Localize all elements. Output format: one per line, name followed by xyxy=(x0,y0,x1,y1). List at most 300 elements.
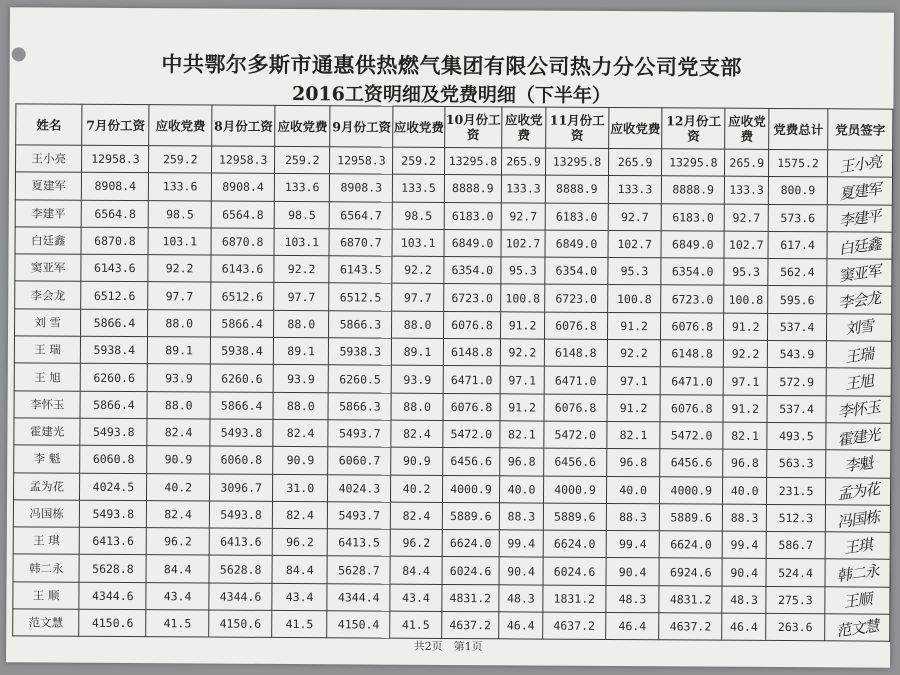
table-cell: 5889.6 xyxy=(442,502,500,530)
table-cell: 5472.0 xyxy=(660,422,723,450)
table-cell: 40.0 xyxy=(723,477,767,505)
table-cell: 88.0 xyxy=(148,309,211,337)
handwritten-signature: 冯国栋 xyxy=(835,507,881,531)
table-cell: 133.3 xyxy=(608,176,661,204)
member-name: 范文慧 xyxy=(13,609,80,637)
handwritten-signature: 霍建光 xyxy=(836,425,881,449)
table-cell: 8888.9 xyxy=(661,176,724,204)
table-cell: 96.2 xyxy=(391,529,442,557)
member-name: 夏建军 xyxy=(15,172,82,200)
table-cell: 6143.6 xyxy=(211,255,274,283)
table-cell: 13295.8 xyxy=(444,147,502,175)
handwritten-signature: 李会龙 xyxy=(837,288,882,313)
table-cell: 98.5 xyxy=(274,201,329,229)
table-cell: 5866.3 xyxy=(329,311,392,339)
table-cell: 82.1 xyxy=(500,421,544,449)
table-cell: 6143.6 xyxy=(81,254,148,282)
table-cell: 6143.5 xyxy=(329,256,392,284)
table-cell: 40.0 xyxy=(607,476,660,504)
table-cell: 6870.8 xyxy=(81,227,148,255)
document-subtitle: 2016工资明细及党费明细（下半年） xyxy=(291,83,611,107)
table-cell: 4344.4 xyxy=(327,584,390,612)
signature-cell xyxy=(826,341,891,369)
table-cell: 259.2 xyxy=(275,146,330,174)
table-cell: 5938.3 xyxy=(329,338,392,366)
table-cell: 89.1 xyxy=(148,337,211,365)
table-cell: 40.2 xyxy=(391,475,442,503)
table-cell: 12958.3 xyxy=(330,147,393,175)
table-cell: 6148.8 xyxy=(443,339,501,367)
table-cell: 6076.8 xyxy=(443,311,501,339)
wage-table xyxy=(12,103,893,642)
signature-cell xyxy=(827,286,892,314)
table-cell: 5493.7 xyxy=(328,502,391,530)
table-cell: 4000.9 xyxy=(442,475,500,503)
column-header: 10月份工资 xyxy=(444,106,502,147)
table-cell: 8888.9 xyxy=(545,175,608,203)
member-name: 王 琪 xyxy=(13,527,80,555)
fee-total-cell: 1575.2 xyxy=(768,149,827,177)
table-cell: 133.3 xyxy=(725,176,769,204)
fee-total-cell: 562.4 xyxy=(768,259,827,287)
table-cell: 6849.0 xyxy=(545,230,608,258)
table-cell: 4344.6 xyxy=(79,582,146,610)
table-cell: 48.3 xyxy=(722,586,766,614)
table-cell: 6624.0 xyxy=(543,530,606,558)
table-cell: 6456.6 xyxy=(442,448,500,476)
table-cell: 93.9 xyxy=(148,364,211,392)
table-cell: 88.0 xyxy=(273,392,328,420)
table-cell: 5889.6 xyxy=(659,504,722,532)
table-cell: 5472.0 xyxy=(544,421,607,449)
table-cell: 4637.2 xyxy=(659,613,722,641)
signature-cell xyxy=(826,450,891,478)
table-cell: 4024.3 xyxy=(328,474,391,502)
table-cell: 4150.6 xyxy=(209,610,272,638)
table-cell: 6076.8 xyxy=(661,313,724,341)
table-cell: 96.2 xyxy=(147,528,210,556)
table-cell: 6060.8 xyxy=(210,446,273,474)
table-cell: 5493.8 xyxy=(210,419,273,447)
signature-cell xyxy=(825,532,890,560)
table-cell: 84.4 xyxy=(146,555,209,583)
table-cell: 4831.2 xyxy=(659,586,722,614)
document-sheet xyxy=(6,7,894,667)
table-cell: 99.4 xyxy=(499,530,543,558)
fee-total-cell: 573.6 xyxy=(768,204,827,232)
table-cell: 88.0 xyxy=(147,391,210,419)
table-cell: 103.1 xyxy=(392,229,443,257)
table-cell: 6849.0 xyxy=(444,229,502,257)
column-header: 9月份工资 xyxy=(330,106,394,147)
table-cell: 92.2 xyxy=(392,256,443,284)
member-name: 刘 雪 xyxy=(15,309,82,337)
table-cell: 92.7 xyxy=(725,204,769,232)
table-cell: 88.3 xyxy=(606,503,659,531)
table-cell: 82.4 xyxy=(391,502,442,530)
table-cell: 6870.7 xyxy=(329,229,392,257)
table-cell: 88.0 xyxy=(274,310,329,338)
handwritten-signature: 王琪 xyxy=(842,535,873,558)
table-cell: 4150.4 xyxy=(327,611,390,639)
table-cell: 13295.8 xyxy=(662,149,725,177)
table-cell: 93.9 xyxy=(273,365,328,393)
table-cell: 97.7 xyxy=(274,283,329,311)
member-name: 韩二永 xyxy=(13,554,80,582)
table-cell: 6471.0 xyxy=(660,367,723,395)
table-cell: 95.3 xyxy=(724,258,768,286)
column-header: 应收党费 xyxy=(149,105,212,146)
table-cell: 88.3 xyxy=(723,504,767,532)
handwritten-signature: 王顺 xyxy=(842,590,873,612)
column-header: 党员签字 xyxy=(828,109,893,150)
table-cell: 6024.6 xyxy=(543,558,606,586)
table-cell: 265.9 xyxy=(609,148,662,176)
table-cell: 91.2 xyxy=(607,394,660,422)
signature-cell xyxy=(826,423,891,451)
table-cell: 91.2 xyxy=(501,312,545,340)
table-cell: 46.4 xyxy=(499,612,543,640)
member-name: 李 魁 xyxy=(14,445,81,473)
table-cell: 97.1 xyxy=(500,366,544,394)
table-cell: 8908.3 xyxy=(330,174,393,202)
table-cell: 6260.6 xyxy=(210,364,273,392)
table-cell: 43.4 xyxy=(272,583,327,611)
table-cell: 103.1 xyxy=(148,228,211,256)
table-cell: 265.9 xyxy=(502,148,546,176)
table-cell: 13295.8 xyxy=(545,148,608,176)
signature-cell xyxy=(827,204,892,232)
table-cell: 90.9 xyxy=(391,447,442,475)
fee-total-cell: 524.4 xyxy=(766,559,825,587)
column-header: 应收党费 xyxy=(502,107,546,148)
table-cell: 84.4 xyxy=(390,557,441,585)
handwritten-signature: 李魁 xyxy=(843,453,874,476)
table-cell: 6512.6 xyxy=(211,283,274,311)
table-cell: 90.9 xyxy=(147,446,210,474)
table-cell: 3096.7 xyxy=(209,474,272,502)
table-cell: 48.3 xyxy=(499,585,543,613)
table-cell: 133.6 xyxy=(275,174,330,202)
table-cell: 6471.0 xyxy=(443,366,501,394)
fee-total-cell: 537.4 xyxy=(767,313,826,341)
table-cell: 43.4 xyxy=(146,582,209,610)
table-cell: 95.3 xyxy=(501,257,545,285)
handwritten-signature: 韩二永 xyxy=(835,561,880,586)
table-cell: 5866.4 xyxy=(210,392,273,420)
document-title: 中共鄂尔多斯市通惠供热燃气集团有限公司热力分公司党支部 xyxy=(161,51,742,80)
table-cell: 100.8 xyxy=(724,286,768,314)
signature-cell xyxy=(827,314,892,342)
table-cell: 6723.0 xyxy=(544,285,607,313)
table-cell: 88.0 xyxy=(392,311,443,339)
table-cell: 99.4 xyxy=(723,531,767,559)
fee-total-cell: 543.9 xyxy=(767,341,826,369)
signature-cell xyxy=(828,150,893,178)
table-cell: 91.2 xyxy=(500,393,544,421)
table-cell: 4344.6 xyxy=(209,583,272,611)
table-cell: 6723.0 xyxy=(661,285,724,313)
fee-total-cell: 800.9 xyxy=(768,177,827,205)
fee-total-cell: 493.5 xyxy=(767,422,826,450)
fee-total-cell: 572.9 xyxy=(767,368,826,396)
table-cell: 92.2 xyxy=(148,255,211,283)
table-cell: 92.2 xyxy=(607,340,660,368)
table-cell: 6354.0 xyxy=(661,258,724,286)
table-cell: 4024.5 xyxy=(80,473,147,501)
table-cell: 5938.4 xyxy=(81,336,148,364)
table-cell: 4000.9 xyxy=(543,476,606,504)
member-name: 窦亚军 xyxy=(15,254,82,282)
table-cell: 31.0 xyxy=(273,474,328,502)
table-cell: 6624.0 xyxy=(659,531,722,559)
table-cell: 90.4 xyxy=(606,558,659,586)
handwritten-signature: 白廷鑫 xyxy=(837,234,882,258)
handwritten-signature: 王小亮 xyxy=(838,152,883,176)
table-cell: 6183.0 xyxy=(444,202,502,230)
handwritten-signature: 夏建军 xyxy=(837,179,883,204)
table-cell: 5628.8 xyxy=(209,555,272,583)
column-header: 7月份工资 xyxy=(82,104,149,145)
table-cell: 259.2 xyxy=(393,147,444,175)
table-cell: 12958.3 xyxy=(82,145,149,173)
table-cell: 97.1 xyxy=(724,368,768,396)
table-cell: 82.1 xyxy=(607,421,660,449)
table-cell: 92.2 xyxy=(724,340,768,368)
table-cell: 6076.8 xyxy=(544,312,607,340)
table-cell: 8908.4 xyxy=(211,173,274,201)
table-cell: 97.1 xyxy=(607,367,660,395)
table-cell: 133.6 xyxy=(149,173,212,201)
column-header: 应收党费 xyxy=(725,108,769,149)
table-cell: 82.4 xyxy=(147,419,210,447)
table-cell: 82.1 xyxy=(723,422,767,450)
table-cell: 8908.4 xyxy=(82,173,149,201)
member-name: 王小亮 xyxy=(16,145,83,173)
member-name: 孟为花 xyxy=(14,472,81,500)
table-cell: 43.4 xyxy=(390,584,441,612)
table-cell: 96.8 xyxy=(607,449,660,477)
table-cell: 6413.6 xyxy=(209,528,272,556)
table-cell: 6354.0 xyxy=(443,257,501,285)
table-cell: 89.1 xyxy=(392,338,443,366)
table-cell: 6076.8 xyxy=(443,393,501,421)
table-cell: 100.8 xyxy=(608,285,661,313)
table-cell: 6564.7 xyxy=(329,201,392,229)
column-header: 应收党费 xyxy=(609,107,662,148)
table-cell: 5493.8 xyxy=(209,501,272,529)
table-cell: 133.3 xyxy=(502,175,546,203)
table-cell: 82.4 xyxy=(391,420,442,448)
table-cell: 6870.8 xyxy=(211,228,274,256)
table-cell: 99.4 xyxy=(606,531,659,559)
table-cell: 6456.6 xyxy=(543,448,606,476)
signature-cell xyxy=(825,505,890,533)
table-cell: 5866.4 xyxy=(210,310,273,338)
table-cell: 4000.9 xyxy=(660,476,723,504)
member-name: 白廷鑫 xyxy=(15,227,82,255)
table-cell: 6564.8 xyxy=(211,201,274,229)
handwritten-signature: 刘雪 xyxy=(844,317,875,339)
signature-cell xyxy=(827,177,892,205)
handwritten-signature: 王旭 xyxy=(843,371,874,394)
table-cell: 92.7 xyxy=(501,202,545,230)
table-cell: 5628.7 xyxy=(327,556,390,584)
table-cell: 6060.7 xyxy=(328,447,391,475)
table-cell: 82.4 xyxy=(147,501,210,529)
page-number: 共2页 第1页 xyxy=(413,639,483,654)
column-header: 12月份工资 xyxy=(662,108,726,149)
table-cell: 41.5 xyxy=(390,611,441,639)
table-cell: 90.4 xyxy=(499,557,543,585)
column-header: 8月份工资 xyxy=(212,105,276,146)
column-header: 应收党费 xyxy=(393,106,444,147)
table-cell: 82.4 xyxy=(273,501,328,529)
table-cell: 91.2 xyxy=(608,312,661,340)
table-cell: 48.3 xyxy=(606,585,659,613)
handwritten-signature: 王瑞 xyxy=(843,344,875,366)
table-cell: 82.4 xyxy=(273,419,328,447)
table-cell: 91.2 xyxy=(723,395,767,423)
table-cell: 6260.6 xyxy=(81,364,148,392)
fee-total-cell: 275.3 xyxy=(766,586,825,614)
table-cell: 133.5 xyxy=(393,174,444,202)
member-name: 王 顺 xyxy=(13,582,80,610)
table-cell: 4637.2 xyxy=(441,611,499,639)
table-cell: 40.2 xyxy=(147,473,210,501)
table-cell: 100.8 xyxy=(501,284,545,312)
member-name: 霍建光 xyxy=(14,418,81,446)
table-cell: 98.5 xyxy=(149,200,212,228)
signature-cell xyxy=(826,395,891,423)
table-cell: 4637.2 xyxy=(542,612,605,640)
table-body xyxy=(13,145,893,642)
table-cell: 8888.9 xyxy=(444,175,502,203)
fee-total-cell: 617.4 xyxy=(768,231,827,259)
table-cell: 92.2 xyxy=(274,256,329,284)
member-name: 李会龙 xyxy=(15,281,82,309)
handwritten-signature: 窦亚军 xyxy=(837,261,882,286)
fee-total-cell: 537.4 xyxy=(767,395,826,423)
table-cell: 6076.8 xyxy=(660,394,723,422)
table-cell: 5493.8 xyxy=(80,418,147,446)
table-cell: 91.2 xyxy=(724,313,768,341)
table-cell: 6024.6 xyxy=(442,557,500,585)
table-cell: 6512.6 xyxy=(81,282,148,310)
table-cell: 6060.8 xyxy=(80,446,147,474)
table-cell: 84.4 xyxy=(272,556,327,584)
table-cell: 92.7 xyxy=(608,203,661,231)
table-cell: 41.5 xyxy=(146,610,209,638)
fee-total-cell: 231.5 xyxy=(766,477,825,505)
table-cell: 95.3 xyxy=(608,258,661,286)
table-cell: 6413.6 xyxy=(80,527,147,555)
handwritten-signature: 范文慧 xyxy=(835,616,880,640)
fee-total-cell: 563.3 xyxy=(767,450,826,478)
handwritten-signature: 孟为花 xyxy=(836,479,881,504)
table-cell: 102.7 xyxy=(501,230,545,258)
signature-cell xyxy=(826,477,891,505)
table-cell: 6183.0 xyxy=(661,203,724,231)
table-cell: 6076.8 xyxy=(544,394,607,422)
table-cell: 6723.0 xyxy=(443,284,501,312)
table-cell: 1831.2 xyxy=(543,585,606,613)
signature-cell xyxy=(825,587,890,615)
table-cell: 5866.3 xyxy=(328,392,391,420)
table-cell: 98.5 xyxy=(393,202,444,230)
table-cell: 90.9 xyxy=(273,447,328,475)
table-cell: 46.4 xyxy=(722,613,766,641)
table-cell: 6512.5 xyxy=(329,283,392,311)
table-cell: 259.2 xyxy=(149,146,212,174)
member-name: 王 瑞 xyxy=(14,336,81,364)
handwritten-signature: 李建平 xyxy=(837,207,882,231)
table-cell: 46.4 xyxy=(606,613,659,641)
member-name: 李建平 xyxy=(15,199,82,227)
table-cell: 102.7 xyxy=(608,230,661,258)
table-cell: 92.2 xyxy=(501,339,545,367)
table-cell: 96.8 xyxy=(500,448,544,476)
handwritten-signature: 李怀玉 xyxy=(836,398,881,422)
column-header: 11月份工资 xyxy=(545,107,609,148)
signature-cell xyxy=(825,559,890,587)
table-cell: 4831.2 xyxy=(441,584,499,612)
fee-total-cell: 512.3 xyxy=(766,504,825,532)
fee-total-cell: 263.6 xyxy=(766,613,825,641)
column-header: 姓名 xyxy=(16,104,83,145)
table-cell: 93.9 xyxy=(392,366,443,394)
signature-cell xyxy=(825,614,890,642)
table-cell: 96.2 xyxy=(272,529,327,557)
fee-total-cell: 595.6 xyxy=(768,286,827,314)
table-cell: 5628.8 xyxy=(79,555,146,583)
table-cell: 88.0 xyxy=(391,393,442,421)
table-header-row xyxy=(16,104,893,150)
table-cell: 5866.4 xyxy=(81,309,148,337)
table-cell: 96.8 xyxy=(723,449,767,477)
table-cell: 89.1 xyxy=(274,338,329,366)
table-cell: 97.7 xyxy=(392,284,443,312)
table-cell: 265.9 xyxy=(725,149,769,177)
table-cell: 6849.0 xyxy=(661,231,724,259)
table-cell: 5866.4 xyxy=(80,391,147,419)
table-cell: 6564.8 xyxy=(82,200,149,228)
table-cell: 4150.6 xyxy=(79,609,146,637)
table-cell: 5889.6 xyxy=(543,503,606,531)
table-cell: 6456.6 xyxy=(660,449,723,477)
table-cell: 6260.5 xyxy=(328,365,391,393)
table-cell: 6354.0 xyxy=(545,257,608,285)
table-cell: 97.7 xyxy=(148,282,211,310)
table-cell: 6183.0 xyxy=(545,203,608,231)
signature-cell xyxy=(827,259,892,287)
table-cell: 103.1 xyxy=(274,228,329,256)
table-cell: 41.5 xyxy=(272,610,327,638)
table-cell: 90.4 xyxy=(722,559,766,587)
member-name: 李怀玉 xyxy=(14,391,81,419)
member-name: 王 旭 xyxy=(14,363,81,391)
table-cell: 5493.8 xyxy=(80,500,147,528)
member-name: 冯国栋 xyxy=(13,500,80,528)
column-header: 党费总计 xyxy=(769,108,828,149)
table-cell: 5493.7 xyxy=(328,420,391,448)
table-cell: 6413.5 xyxy=(327,529,390,557)
table-cell: 6148.8 xyxy=(544,339,607,367)
table-cell: 12958.3 xyxy=(211,146,274,174)
signature-cell xyxy=(827,232,892,260)
table-cell: 88.3 xyxy=(500,503,544,531)
fee-total-cell: 586.7 xyxy=(766,532,825,560)
